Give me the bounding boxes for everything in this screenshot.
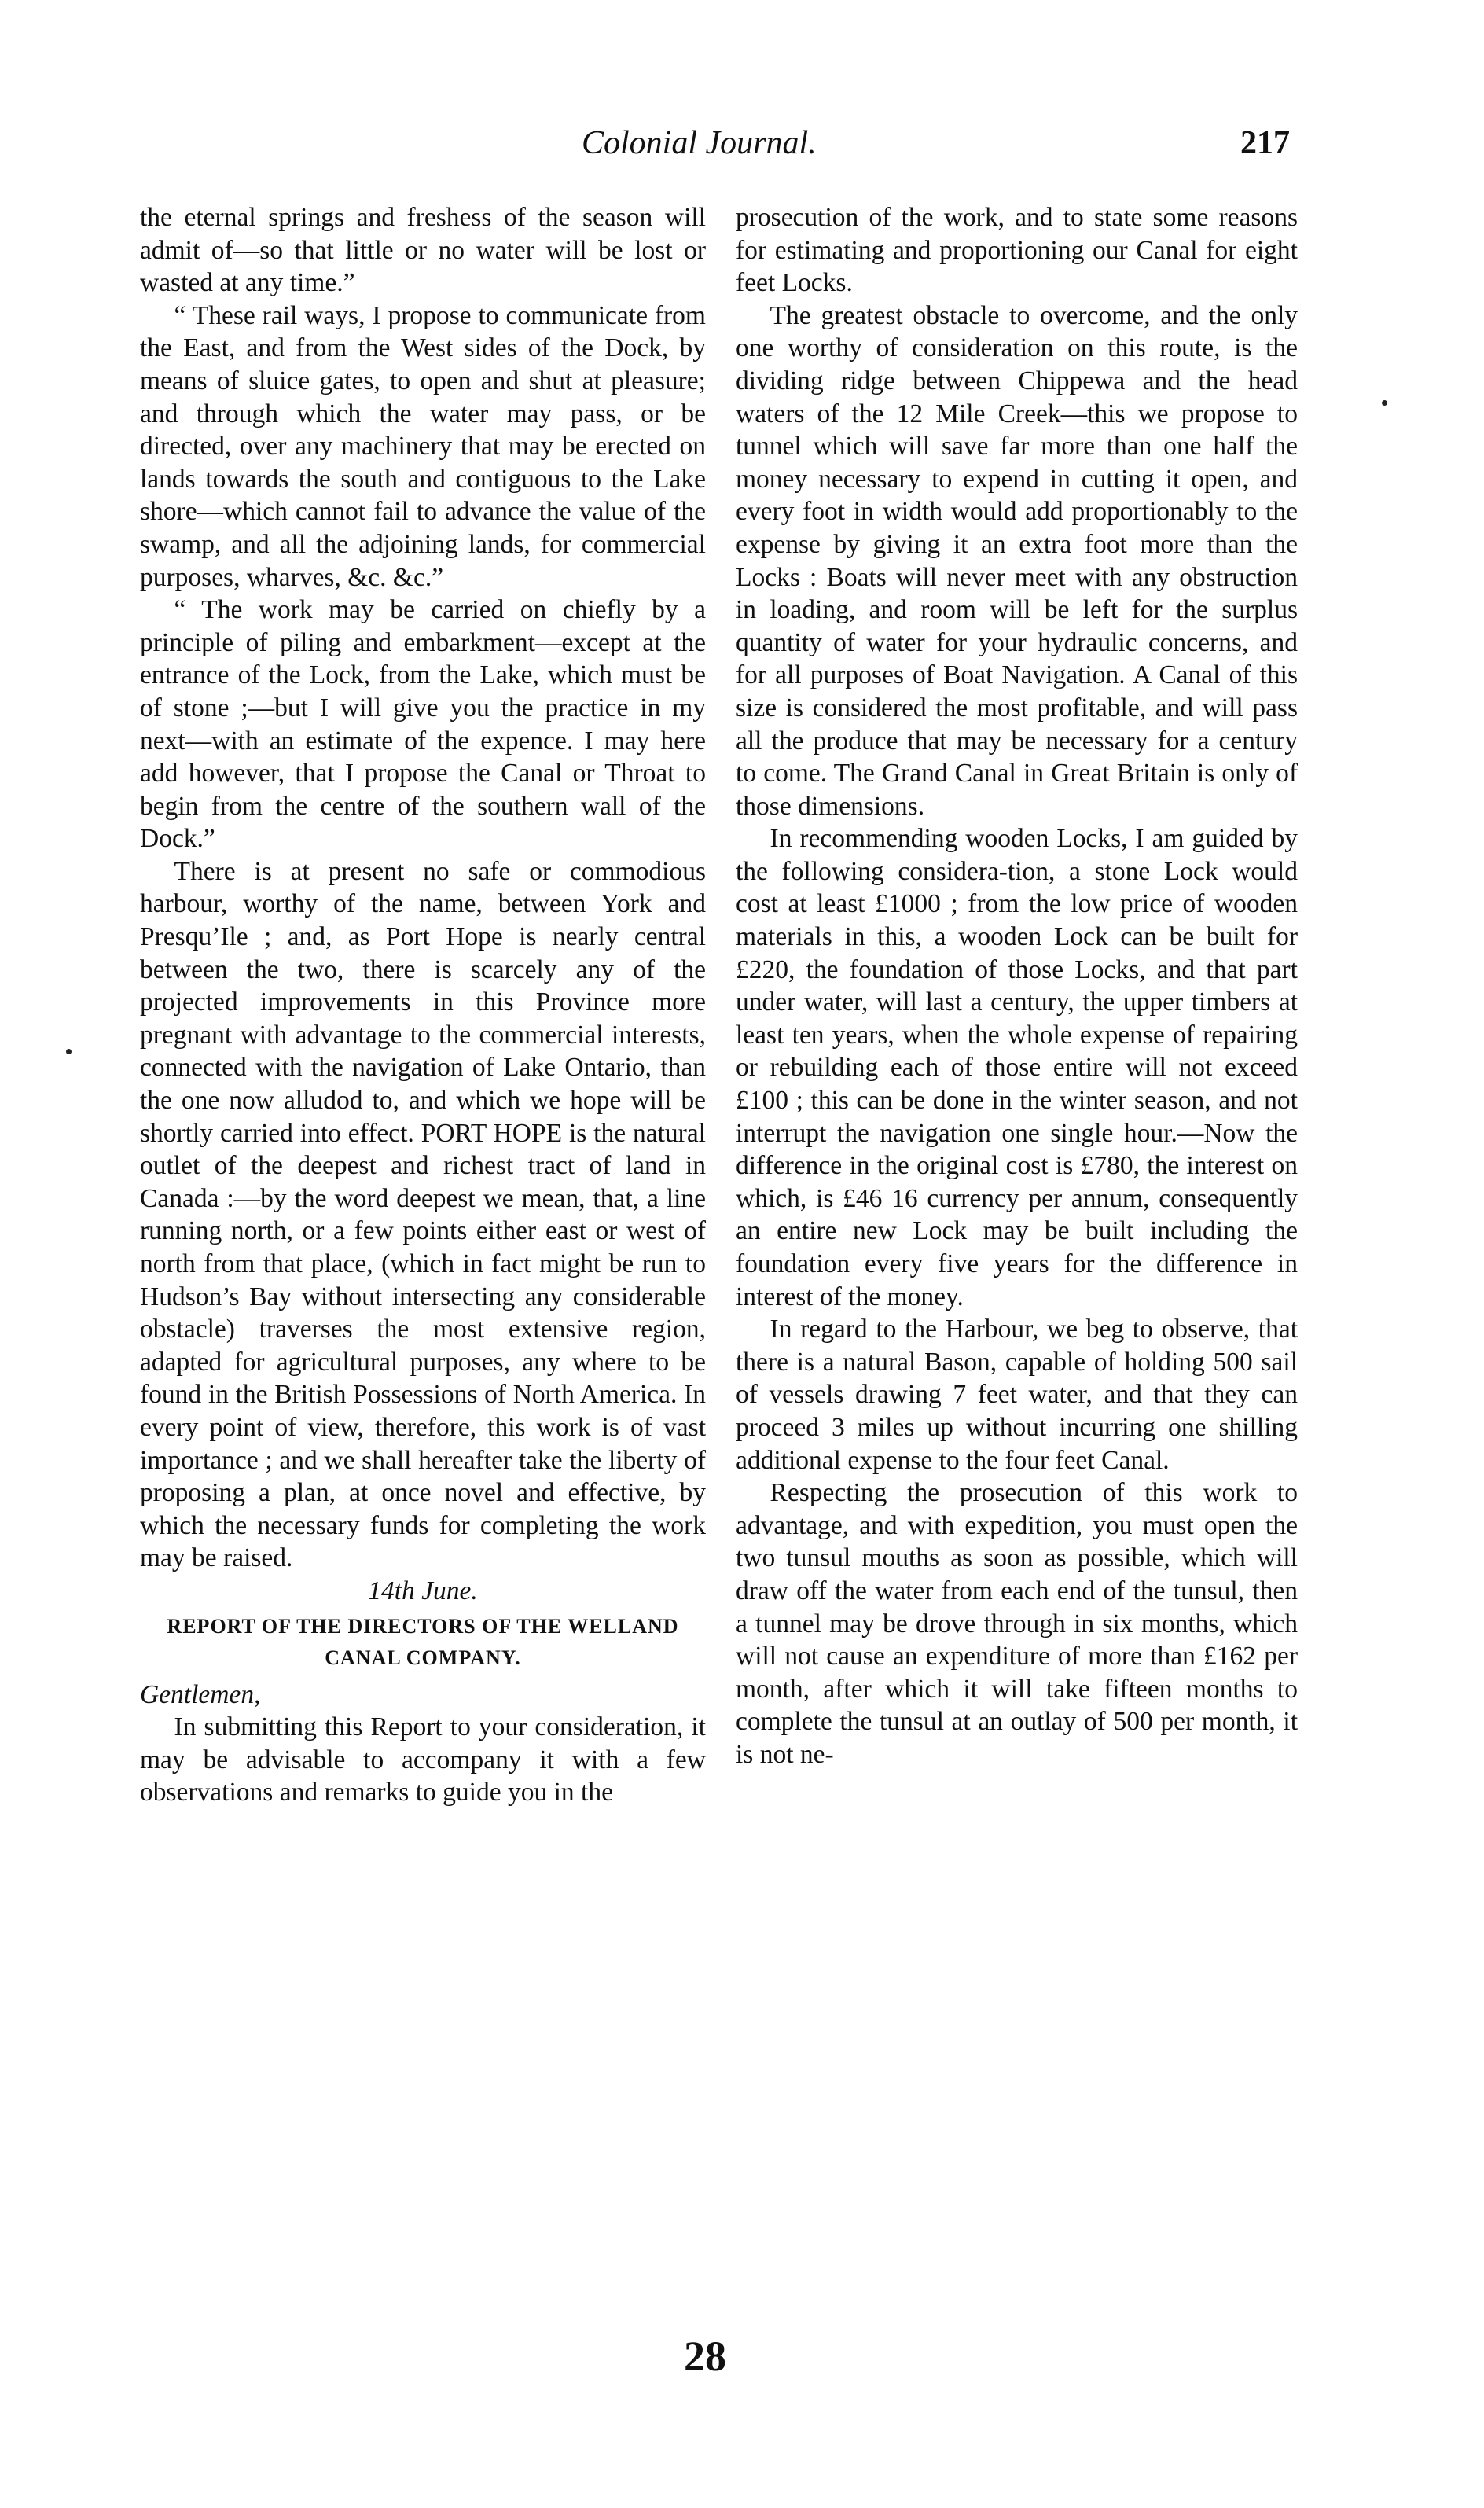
ink-speck xyxy=(66,1049,72,1054)
left-paragraph-4: There is at present no safe or commodious harbour, worthy of the name, between York and Presqu’Ile ; and, as Port Hope is nearly central between the two, there is scarcely any of the projected improvements in this Province more pregnant with advantage to the commercial interests, connected with the navigation of Lake Ontario, than the one now alludod to, and which we hope will be shortly carried into effect. PORT HOPE is the natural outlet of the deepest and richest tract of land in Canada :—by the word deepest we mean, that, a line running north, or a few points either east or west of north from that place, (which in fact might be run to Hudson’s Bay without intersecting any considerable obstacle) traverses the most extensive region, adapted for agricultural purposes, any where to be found in the British Possessions of North America. In every point of view, therefore, this work is of vast importance ; and we shall hereafter take the liberty of proposing a plan, at once novel and effective, by which the necessary funds for completing the work may be raised. xyxy=(140,856,706,1573)
left-column xyxy=(140,201,706,1809)
dateline: 14th June. xyxy=(368,1576,478,1605)
left-paragraph-1: the eternal springs and freshess of the season will admit of—so that little or no water will be lost or wasted at any time.” xyxy=(140,203,706,298)
right-paragraph-5: Respecting the prosecution of this work to advantage, and with expedition, you must open the two tunsul mouths as soon as possible, which will draw off the water from each end of the tunsul, then a tunnel may be drove through in six months, which will not cause an expenditure of more than £162 per month, after which it will take fifteen months to complete the tunsul at an outlay of 500 per month, it is not ne- xyxy=(736,1478,1298,1769)
left-paragraph-5: In submitting this Report to your consideration, it may be advisable to accompany it with a few observations and remarks to guide you in the xyxy=(140,1712,706,1807)
signature-mark: 28 xyxy=(684,2333,726,2380)
right-paragraph-2: The greatest obstacle to overcome, and the only one worthy of consideration on this route, is the dividing ridge between Chippewa and the head waters of the 12 Mile Creek—this we propose to tunnel which will save far more than one half the money necessary to expend in cutting it open, and every foot in width would add proportionably to the expense by giving it an extra foot more than the Locks : Boats will never meet with any obstruction in loading, and room will be left for the surplus quantity of water for your hydraulic concerns, and for all purposes of Boat Navigation. A Canal of this size is considered the most profitable, and will pass all the produce that may be necessary for a century to come. The Grand Canal in Great Britain is only of those dimensions. xyxy=(736,300,1298,821)
left-paragraph-2: “ These rail ways, I propose to communicate from the East, and from the West sides of the Dock, by means of sluice gates, to open and shut at pleasure; and through which the water may pass, or be directed, over any machinery that may be erected on lands towards the south and contiguous to the Lake shore—which cannot fail to advance the value of the swamp, and all the adjoining lands, for commercial purposes, wharves, &c. &c.” xyxy=(140,300,706,592)
running-title: Colonial Journal. xyxy=(582,125,817,161)
salutation: Gentlemen, xyxy=(140,1679,261,1709)
right-column xyxy=(736,201,1298,1771)
page-number: 217 xyxy=(1240,125,1290,161)
right-paragraph-1: prosecution of the work, and to state some reasons for estimating and proportioning our Canal for eight feet Locks. xyxy=(736,203,1298,298)
right-paragraph-4: In regard to the Harbour, we beg to observe, that there is a natural Bason, capable of holding 500 sail of vessels drawing 7 feet water, and that they can proceed 3 miles up without incurring one shilling additional expense to the four feet Canal. xyxy=(736,1315,1298,1475)
page-header xyxy=(0,124,1484,179)
ink-speck xyxy=(1382,400,1387,406)
report-heading: REPORT OF THE DIRECTORS OF THE WELLAND CANAL COMPANY. xyxy=(167,1614,679,1669)
right-paragraph-3: In recommending wooden Locks, I am guided by the following considera-tion, a stone Lock would cost at least £1000 ; from the low price of wooden materials in this, a wooden Lock can be built for £220, the foundation of those Locks, and that part under water, will last a century, the upper timbers at least ten years, when the whole expense of repairing or rebuilding each of those entire will not exceed £100 ; this can be done in the winter season, and not interrupt the navigation one single hour.—Now the difference in the original cost is £780, the interest on which, is £46 16 currency per annum, consequently an entire new Lock may be built including the foundation every five years for the difference in interest of the money. xyxy=(736,824,1298,1311)
left-paragraph-3: “ The work may be carried on chiefly by a principle of piling and embarkment—except at the entrance of the Lock, from the Lake, which must be of stone ;—but I will give you the practice in my next—with an estimate of the expence. I may here add however, that I propose the Canal or Throat to begin from the centre of the southern wall of the Dock.” xyxy=(140,595,706,854)
